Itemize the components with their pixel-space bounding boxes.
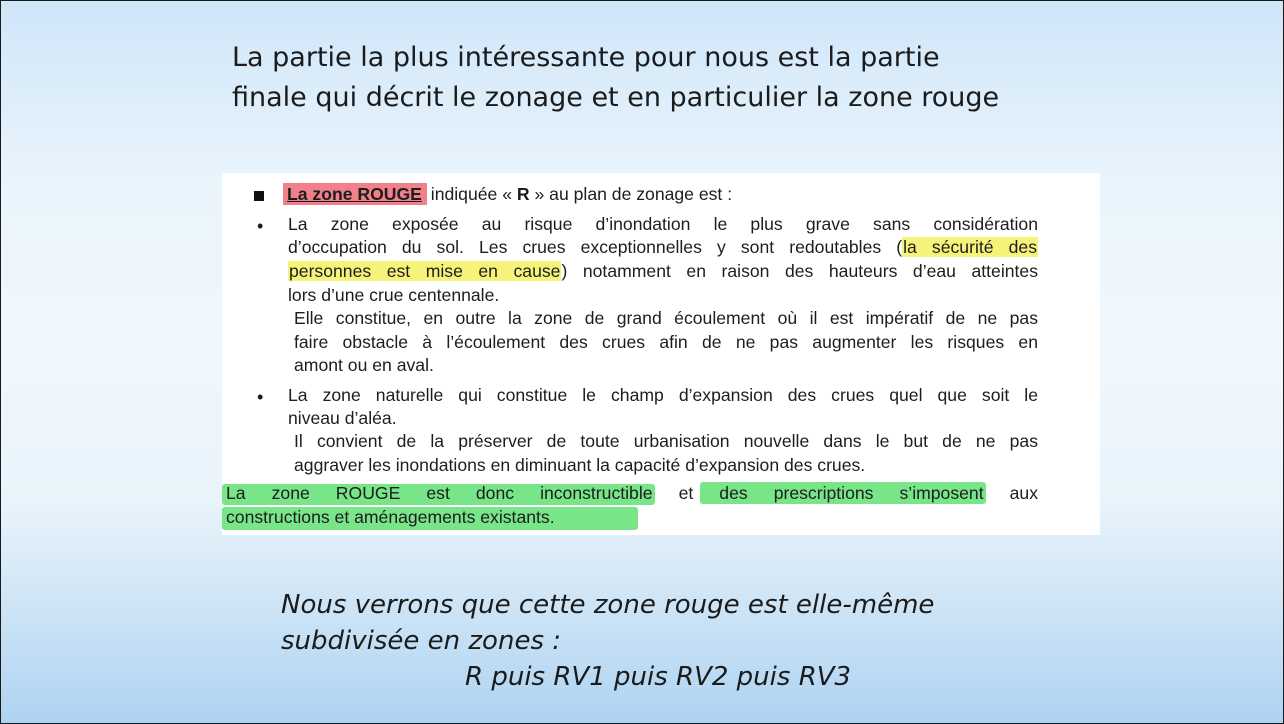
conclusion-line-1: La zone ROUGE est donc inconstructible et des prescriptions s’imposent aux	[226, 483, 1039, 503]
intro-line-1: La partie la plus intéressante pour nous est la partie	[232, 42, 940, 73]
red-highlight-zone-rouge: La zone ROUGE	[284, 184, 426, 204]
square-bullet-icon	[254, 191, 264, 201]
excerpt-heading: La zone ROUGE indiquée « R » au plan de zonage est :	[284, 183, 732, 207]
yellow-highlight-1: la sécurité des	[903, 237, 1037, 257]
outro-line-3: R puis RV1 puis RV2 puis RV3	[465, 662, 852, 692]
yellow-highlight-2: personnes est mise en cause	[289, 261, 561, 281]
bullet1-line-4: lors d’une crue centennale.	[288, 285, 500, 305]
bullet1-line-5: Elle constitue, en outre la zone de grand écoulement où il est impératif de ne pas	[294, 308, 1038, 328]
bullet1-line-6: faire obstacle à l’écoulement des crues afin de ne pas augmenter les risques en	[294, 332, 1038, 352]
bullet2-line-3: Il convient de la préserver de toute urbanisation nouvelle dans le but de ne pas	[294, 431, 1038, 451]
conclusion-line-2: constructions et aménagements existants.	[226, 507, 555, 527]
bullet-dot-icon: •	[257, 387, 264, 407]
bullet1-line-7: amont ou en aval.	[294, 355, 434, 375]
bullet1-line-3: personnes est mise en cause) notamment en raison des hauteurs d’eau atteintes	[289, 261, 1039, 281]
outro-text	[281, 587, 1181, 695]
intro-line-2: finale qui décrit le zonage et en particulier la zone rouge	[232, 82, 1000, 113]
scanned-document-excerpt	[222, 173, 1100, 535]
bullet1-line-1: La zone exposée au risque d’inondation le plus grave sans considération	[288, 214, 1038, 234]
bullet2-line-2: niveau d’aléa.	[288, 408, 397, 428]
outro-line-1: Nous verrons que cette zone rouge est elle-même	[281, 590, 935, 620]
bullet2-line-4: aggraver les inondations en diminuant la capacité d’expansion des crues.	[294, 455, 866, 475]
bullet2-line-1: La zone naturelle qui constitue le champ d’expansion des crues quel que soit le	[288, 385, 1038, 405]
intro-text	[232, 38, 1132, 118]
outro-line-2: subdivisée en zones :	[281, 626, 562, 656]
bullet-dot-icon: •	[257, 216, 264, 236]
bullet1-line-2: d’occupation du sol. Les crues exceptionnelles y sont redoutables (la sécurité des	[288, 237, 1037, 257]
